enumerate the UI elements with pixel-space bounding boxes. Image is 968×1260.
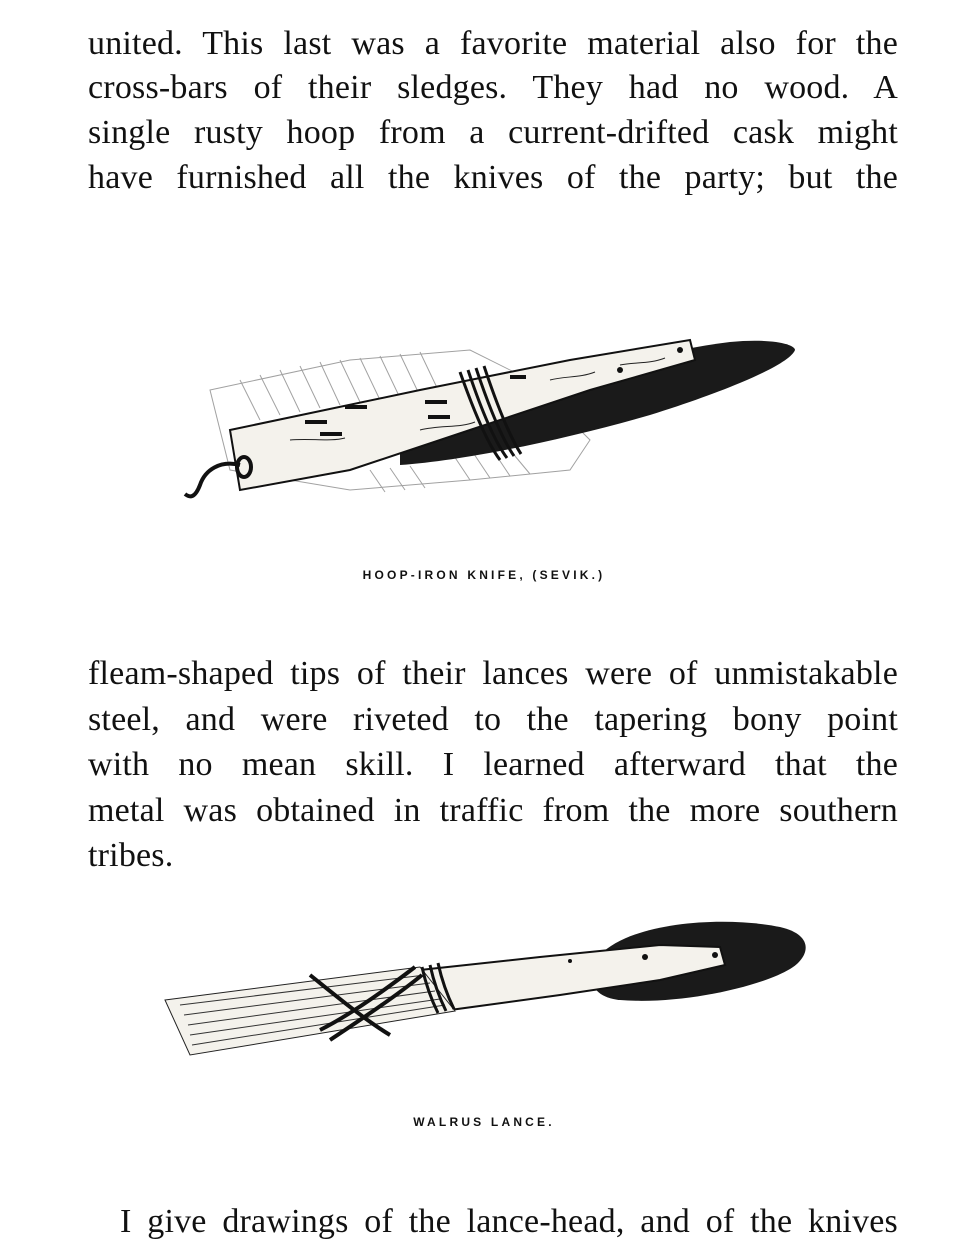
text-line: I give drawings of the lance-head, and of the knives [120,1203,898,1240]
hoop-iron-knife-illustration [170,320,810,520]
walrus-lance-illustration [160,905,820,1085]
figure-caption: WALRUS LANCE. [413,1115,555,1129]
text-line: fleam-shaped tips of their lances were of unmistakable [88,655,898,692]
figure-caption: HOOP-IRON KNIFE, (SEVIK.) [362,568,606,582]
text-line: tribes. [88,837,174,874]
text-line: metal was obtained in traffic from the more southern [88,792,898,829]
text-line: united. This last was a favorite material also for the [88,25,898,62]
text-line: have furnished all the knives of the party; but the [88,159,898,196]
text-line: with no mean skill. I learned afterward that the [88,746,898,783]
text-line: single rusty hoop from a current-drifted cask might [88,114,898,151]
text-line: steel, and were riveted to the tapering bony point [88,701,898,738]
text-line: cross-bars of their sledges. They had no wood. A [88,69,898,106]
